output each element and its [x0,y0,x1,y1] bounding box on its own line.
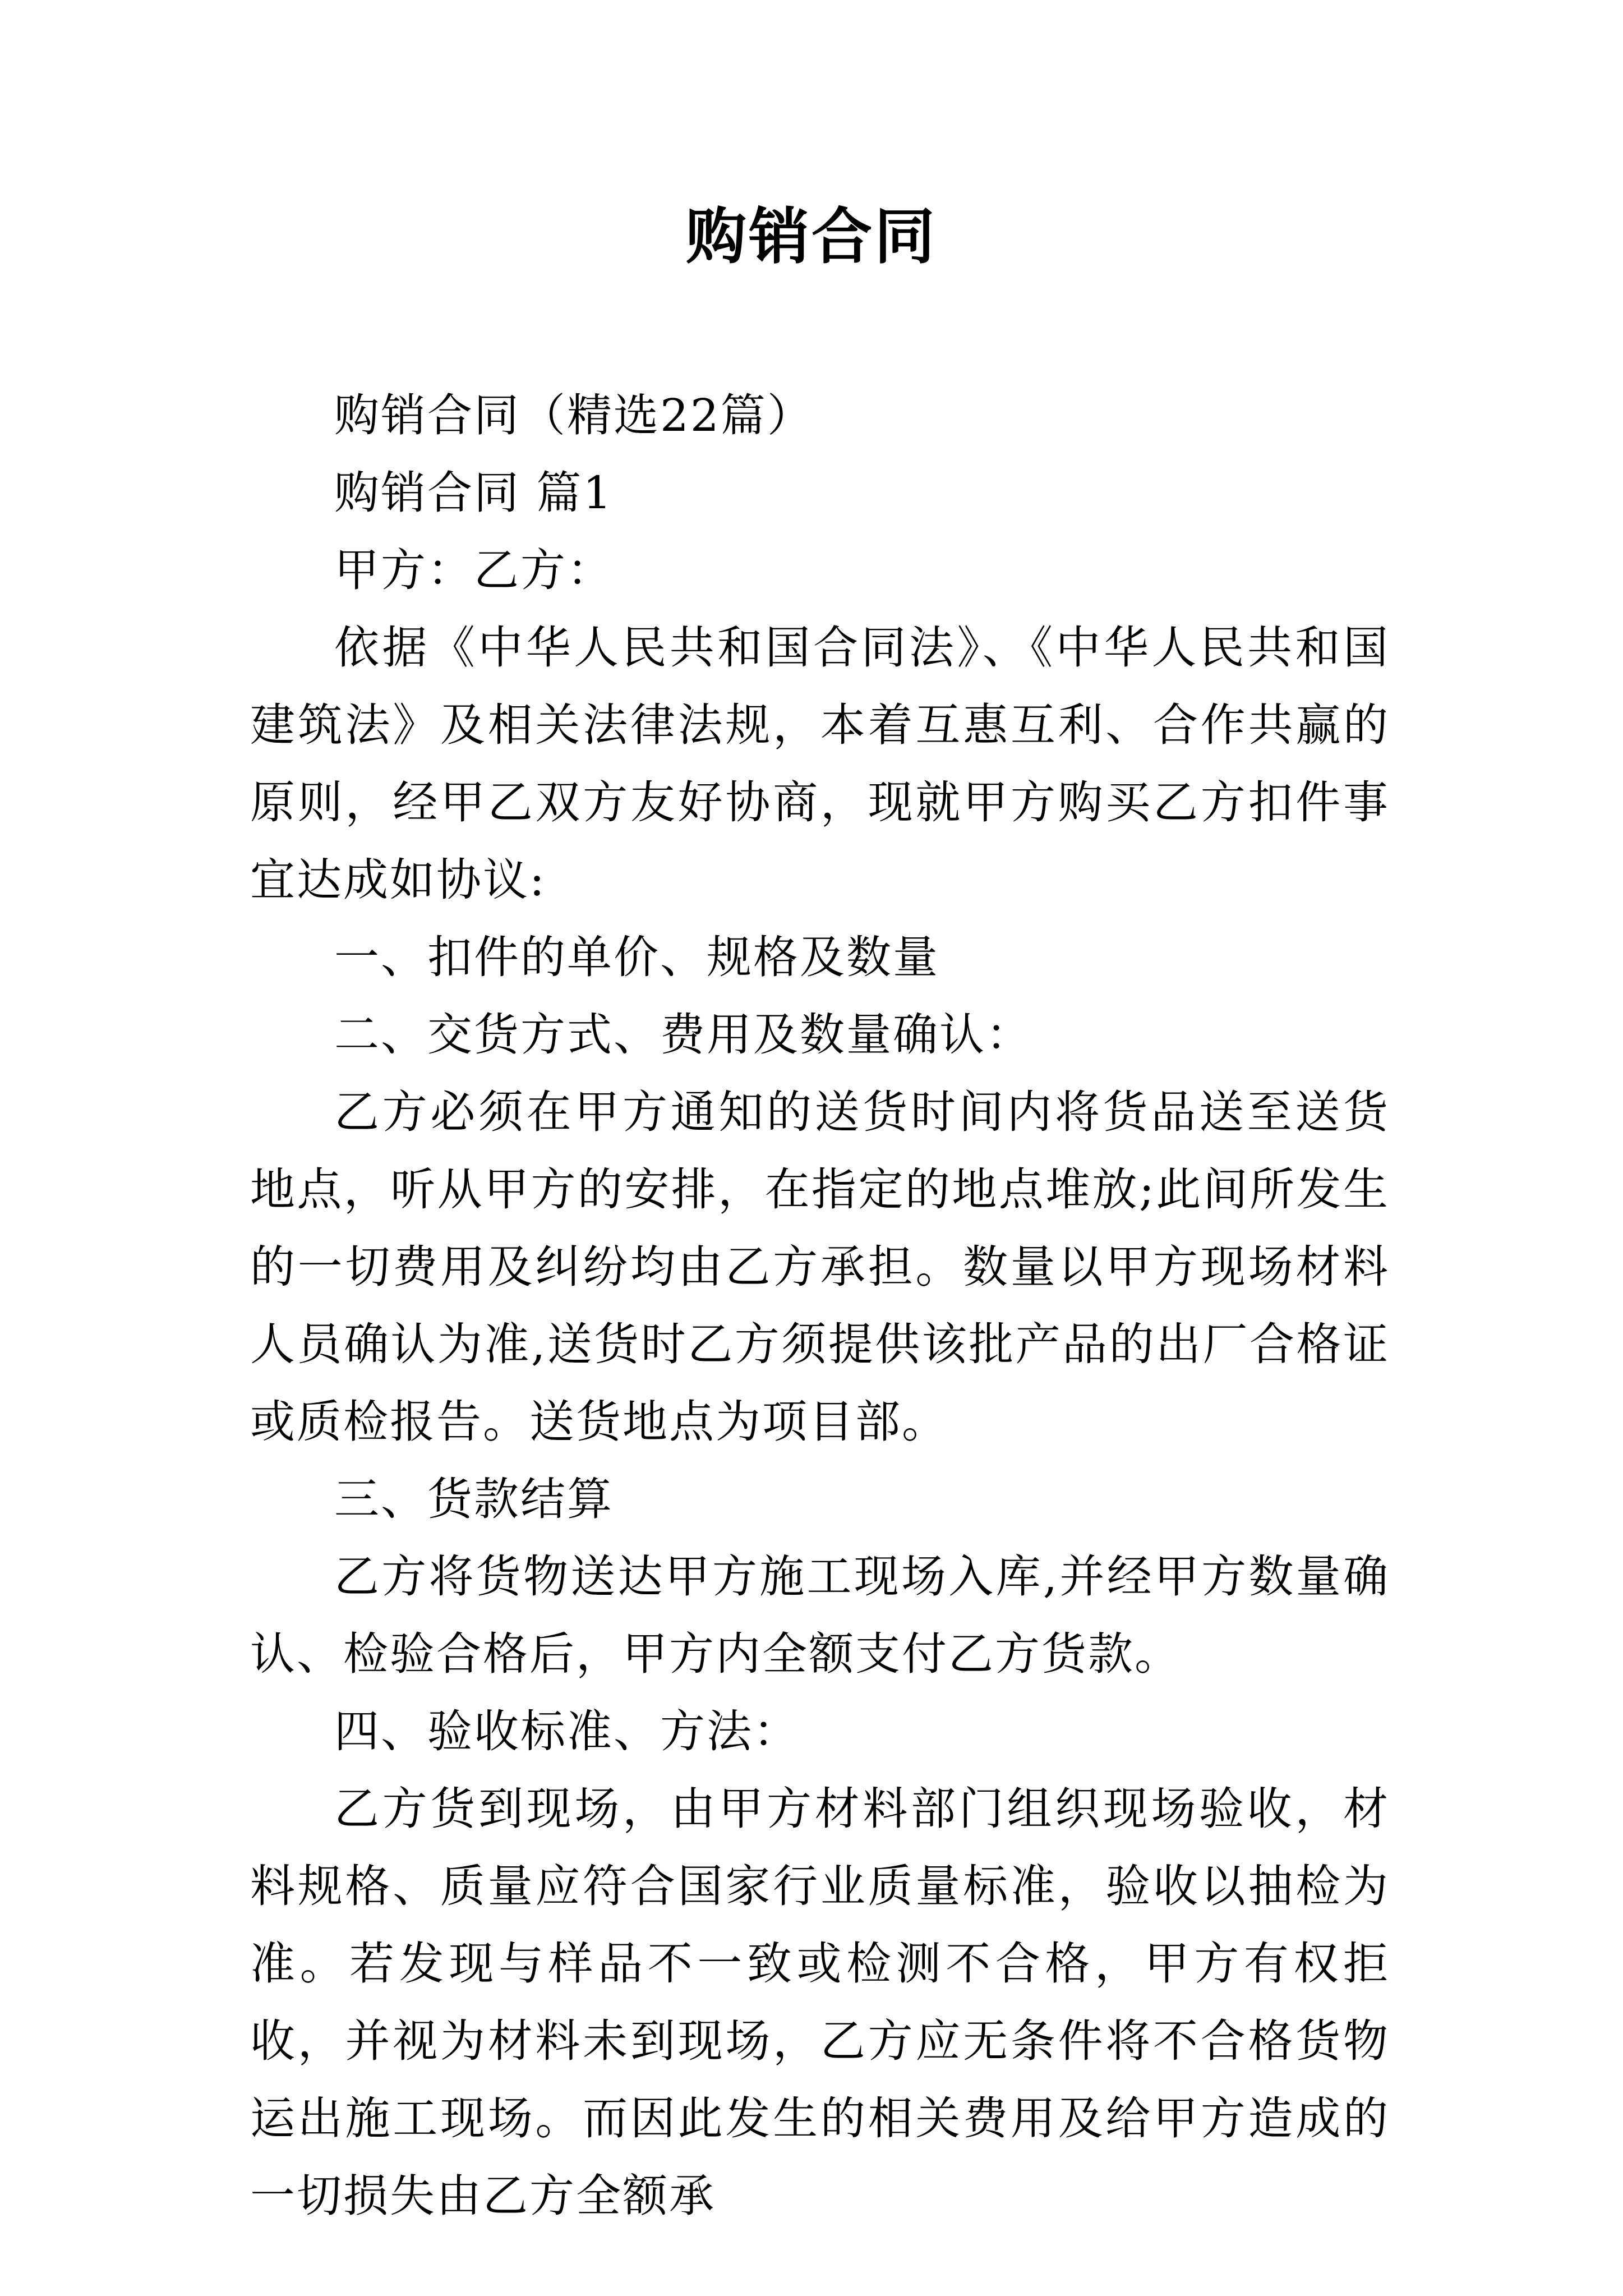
paragraph-clause-3-heading: 三、货款结算 [334,1473,614,1525]
paragraph-clause-4-body: 乙方货到现场，由甲方材料部门组织现场验收，材料规格、质量应符合国家行业质量标准，验收以抽检为准。若发现与样品不一致或检测不合格，甲方有权拒收，并视为材料未到现场，乙方应无条件将不合格货物运出施工现场。而因此发生的相关费用及给甲方造成的一切损失由乙方全额承 [250,1783,1390,2222]
paragraph-section-heading: 购销合同 篇1 [334,467,614,519]
document-body [250,377,1390,2235]
paragraph-subtitle: 购销合同（精选22篇） [334,389,814,441]
paragraph-preamble: 依据《中华人民共和国合同法》、《中华人民共和国建筑法》及相关法律法规，本着互惠互利、合作共赢的原则，经甲乙双方友好协商，现就甲方购买乙方扣件事宜达成如协议: [250,622,1390,906]
paragraph-clause-1-heading: 一、扣件的单价、规格及数量 [334,931,939,983]
paragraph-clause-2-body: 乙方必须在甲方通知的送货时间内将货品送至送货地点，听从甲方的安排，在指定的地点堆放;此间所发生的一切费用及纠纷均由乙方承担。数量以甲方现场材料人员确认为准,送货时乙方须提供该批产品的出厂合格证或质检报告。送货地点为项目部。 [250,1086,1390,1448]
paragraph-clause-4-heading: 四、验收标准、方法： [334,1705,800,1757]
document-title: 购销合同 [685,201,937,272]
paragraph-clause-2-heading: 二、交货方式、费用及数量确认： [334,1009,1032,1061]
paragraph-parties: 甲方：乙方： [334,544,614,596]
paragraph-clause-3-body: 乙方将货物送达甲方施工现场入库,并经甲方数量确认、检验合格后，甲方内全额支付乙方货款。 [250,1550,1390,1680]
